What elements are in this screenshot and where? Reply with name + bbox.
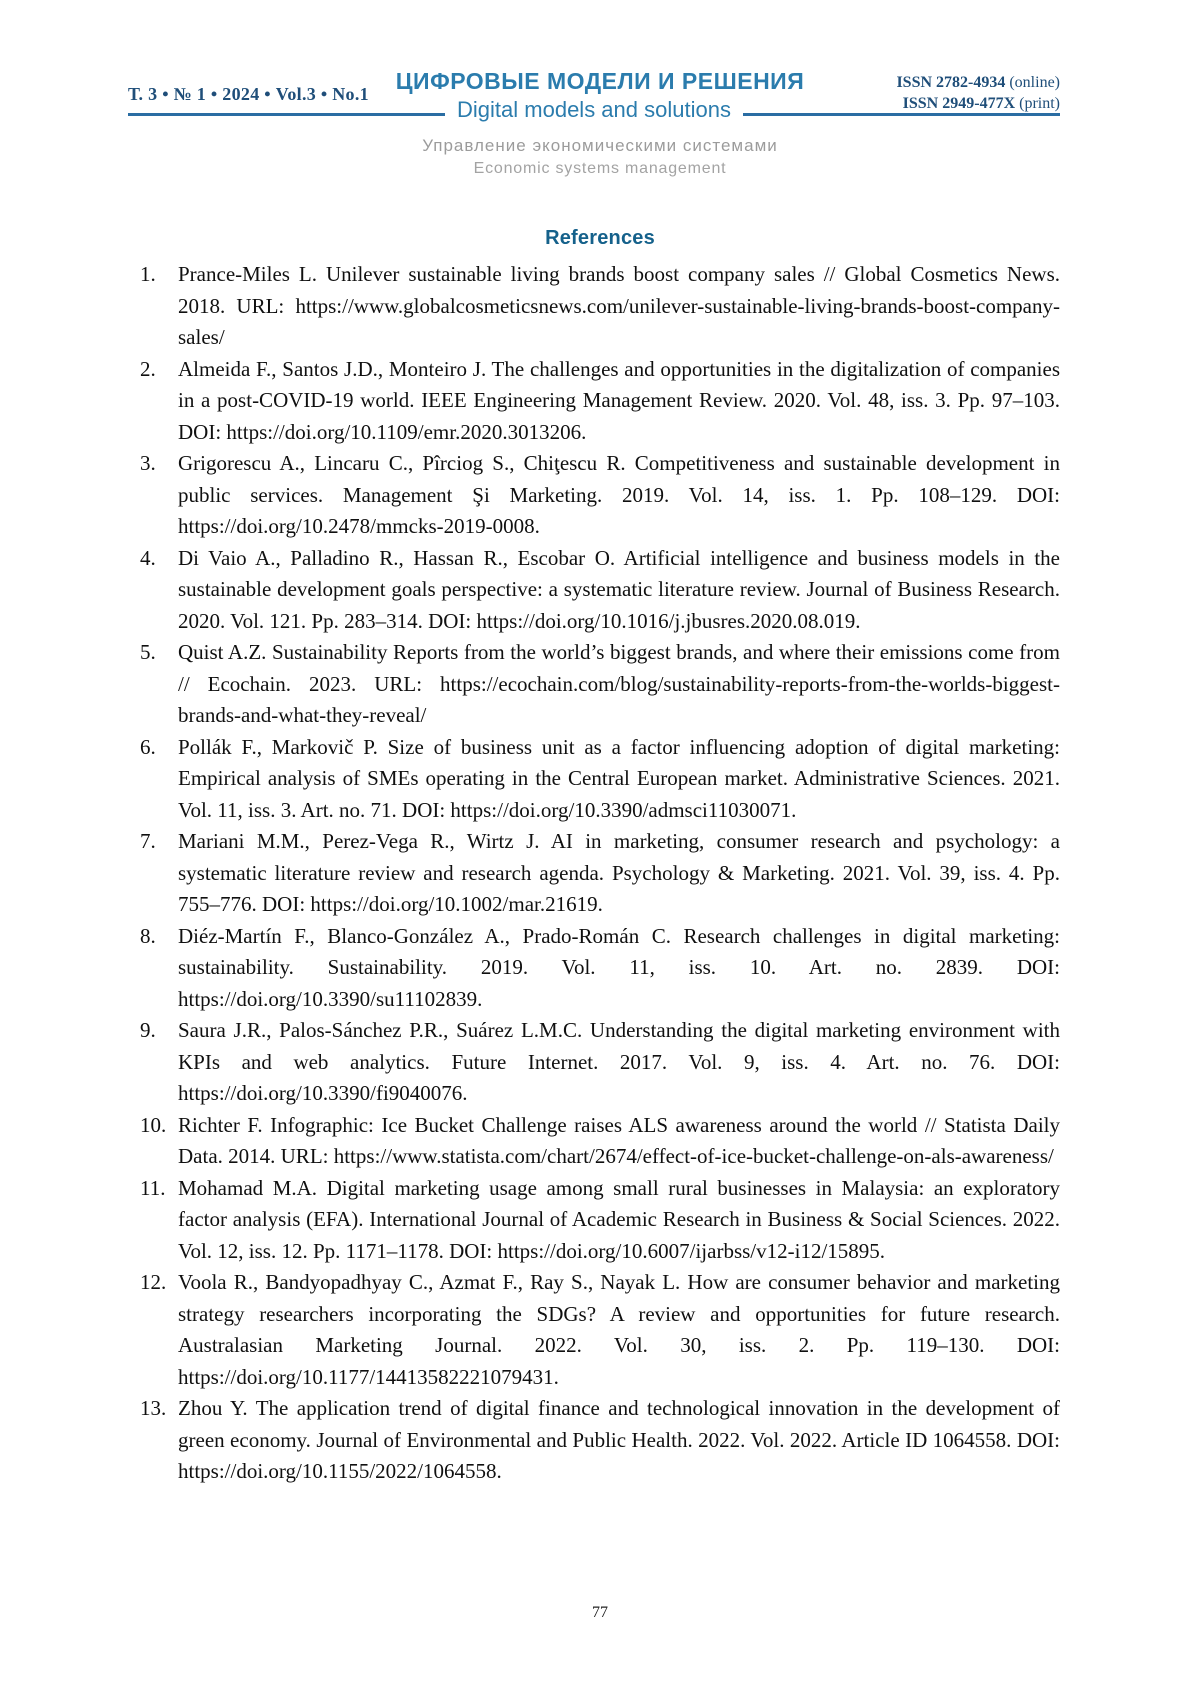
reference-number: 8.: [140, 923, 156, 948]
reference-item: [140, 543, 1060, 638]
page-number: 77: [592, 1604, 608, 1621]
reference-text: Saura J.R., Palos-Sánchez P.R., Suárez L.M.C. Understanding the digital marketing environment with KPIs and web analytics. Future Internet. 2017. Vol. 9, iss. 4. Art. no. 76. DOI: https://doi.org/10.3390/fi9040076.: [178, 1018, 1060, 1105]
issue-info: Т. 3 • № 1 • 2024 • Vol.3 • No.1: [128, 84, 369, 104]
journal-title-en: Digital models and solutions: [457, 97, 731, 122]
reference-text: Voola R., Bandyopadhyay C., Azmat F., Ray S., Nayak L. How are consumer behavior and marketing strategy researchers incorporating the SDGs? A review and opportunities for future research. Australasian Marketing Journal. 2022. Vol. 30, iss. 2. Pp. 119–130. DOI: https://doi.org/10.1177/14413582221079431.: [178, 1270, 1060, 1389]
reference-number: 7.: [140, 829, 156, 853]
issn-print-number: ISSN 2949-477X: [902, 95, 1016, 112]
reference-item: [140, 1393, 1060, 1488]
reference-text: Quist A.Z. Sustainability Reports from the world’s biggest brands, and where their emissions come from // Ecochain. 2023. URL: https://ecochain.com/blog/sustainability-reports-from-the-worlds-biggest-brands-and-what-they-reveal/: [178, 640, 1060, 727]
reference-item: [140, 826, 1060, 921]
reference-item: [140, 921, 1060, 1016]
reference-text: Richter F. Infographic: Ice Bucket Challenge raises ALS awareness around the world // Statista Daily Data. 2014. URL: https://www.statista.com/chart/2674/effect-of-ice-bucket-challenge-on-als-awareness/: [178, 1112, 1060, 1168]
reference-item: [140, 637, 1060, 732]
reference-item: [140, 1015, 1060, 1110]
journal-title-ru: ЦИФРОВЫЕ МОДЕЛИ И РЕШЕНИЯ: [395, 68, 805, 94]
reference-text: Di Vaio A., Palladino R., Hassan R., Escobar O. Artificial intelligence and business models in the sustainable development goals perspective: a systematic literature review. Journal of Business Research. 2020. Vol. 121. Pp. 283–314. DOI: https://doi.org/10.1016/j.jbusres.2020.08.019.: [178, 545, 1060, 633]
header-rule: [128, 97, 1060, 122]
reference-number: 4.: [140, 545, 156, 570]
section-title-en: Economic systems management: [473, 160, 727, 177]
reference-text: Grigorescu A., Lincaru C., Pîrciog S., Chiţescu R. Competitiveness and sustainable development in public services. Management Şi Marketing. 2019. Vol. 14, iss. 1. Pp. 108–129. DOI: https://doi.org/10.2478/mmcks-2019-0008.: [178, 451, 1060, 538]
issn-online: [896, 72, 1060, 93]
header-rule-left: [128, 113, 445, 116]
reference-text: Zhou Y. The application trend of digital finance and technological innovation in the development of green economy. Journal of Environmental and Public Health. 2022. Vol. 2022. Article ID 1064558. DOI: https://doi.org/10.1155/2022/1064558.: [178, 1396, 1060, 1483]
reference-number: 12.: [140, 1270, 167, 1294]
reference-text: Almeida F., Santos J.D., Monteiro J. The challenges and opportunities in the digitalization of companies in a post-COVID-19 world. IEEE Engineering Management Review. 2020. Vol. 48, iss. 3. Pp. 97–103. DOI: https://doi.org/10.1109/emr.2020.3013206.: [178, 356, 1060, 444]
reference-text: Pollák F., Markovič P. Size of business unit as a factor influencing adoption of digital marketing: Empirical analysis of SMEs operating in the Central European market. Administrative Sciences. 2021. Vol. 11, iss. 3. Art. no. 71. DOI: https://doi.org/10.3390/admsci11030071.: [178, 734, 1060, 822]
reference-item: [140, 1267, 1060, 1393]
reference-number: 11.: [140, 1175, 166, 1200]
reference-number: 10.: [140, 1112, 167, 1137]
reference-item: [140, 259, 1060, 354]
reference-number: 1.: [140, 262, 156, 286]
reference-item: [140, 1173, 1060, 1268]
references-section: [140, 227, 1060, 1488]
issn-online-number: ISSN 2782-4934: [896, 74, 1006, 91]
header-rule-right: [743, 113, 1060, 116]
reference-text: Mohamad M.A. Digital marketing usage among small rural businesses in Malaysia: an exploratory factor analysis (EFA). International Journal of Academic Research in Business & Social Sciences. 2022. Vol. 12, iss. 12. Pp. 1171–1178. DOI: https://doi.org/10.6007/ijarbss/v12-i12/15895.: [178, 1175, 1060, 1263]
reference-number: 2.: [140, 356, 156, 381]
reference-number: 6.: [140, 734, 156, 759]
reference-item: [140, 1110, 1060, 1173]
issn-online-type: (online): [1009, 74, 1060, 91]
references-heading: References: [545, 227, 655, 249]
reference-number: 3.: [140, 451, 156, 475]
reference-text: Prance-Miles L. Unilever sustainable living brands boost company sales // Global Cosmetics News. 2018. URL: https://www.globalcosmeticsnews.com/unilever-sustainable-living-brands-boost-company-sales/: [178, 262, 1060, 349]
reference-number: 9.: [140, 1018, 156, 1042]
reference-item: [140, 732, 1060, 827]
issn-print-type: (print): [1019, 95, 1060, 112]
reference-text: Mariani M.M., Perez-Vega R., Wirtz J. AI in marketing, consumer research and psychology: a systematic literature review and research agenda. Psychology & Marketing. 2021. Vol. 39, iss. 4. Pp. 755–776. DOI: https://doi.org/10.1002/mar.21619.: [178, 829, 1060, 916]
reference-item: [140, 354, 1060, 449]
section-title-ru: Управление экономическими системами: [422, 136, 778, 155]
reference-item: [140, 448, 1060, 543]
reference-text: Diéz-Martín F., Blanco-González A., Prado-Román C. Research challenges in digital marketing: sustainability. Sustainability. 2019. Vol. 11, iss. 10. Art. no. 2839. DOI: https://doi.org/10.3390/su11102839.: [178, 923, 1060, 1011]
reference-number: 13.: [140, 1396, 167, 1420]
reference-number: 5.: [140, 640, 156, 664]
